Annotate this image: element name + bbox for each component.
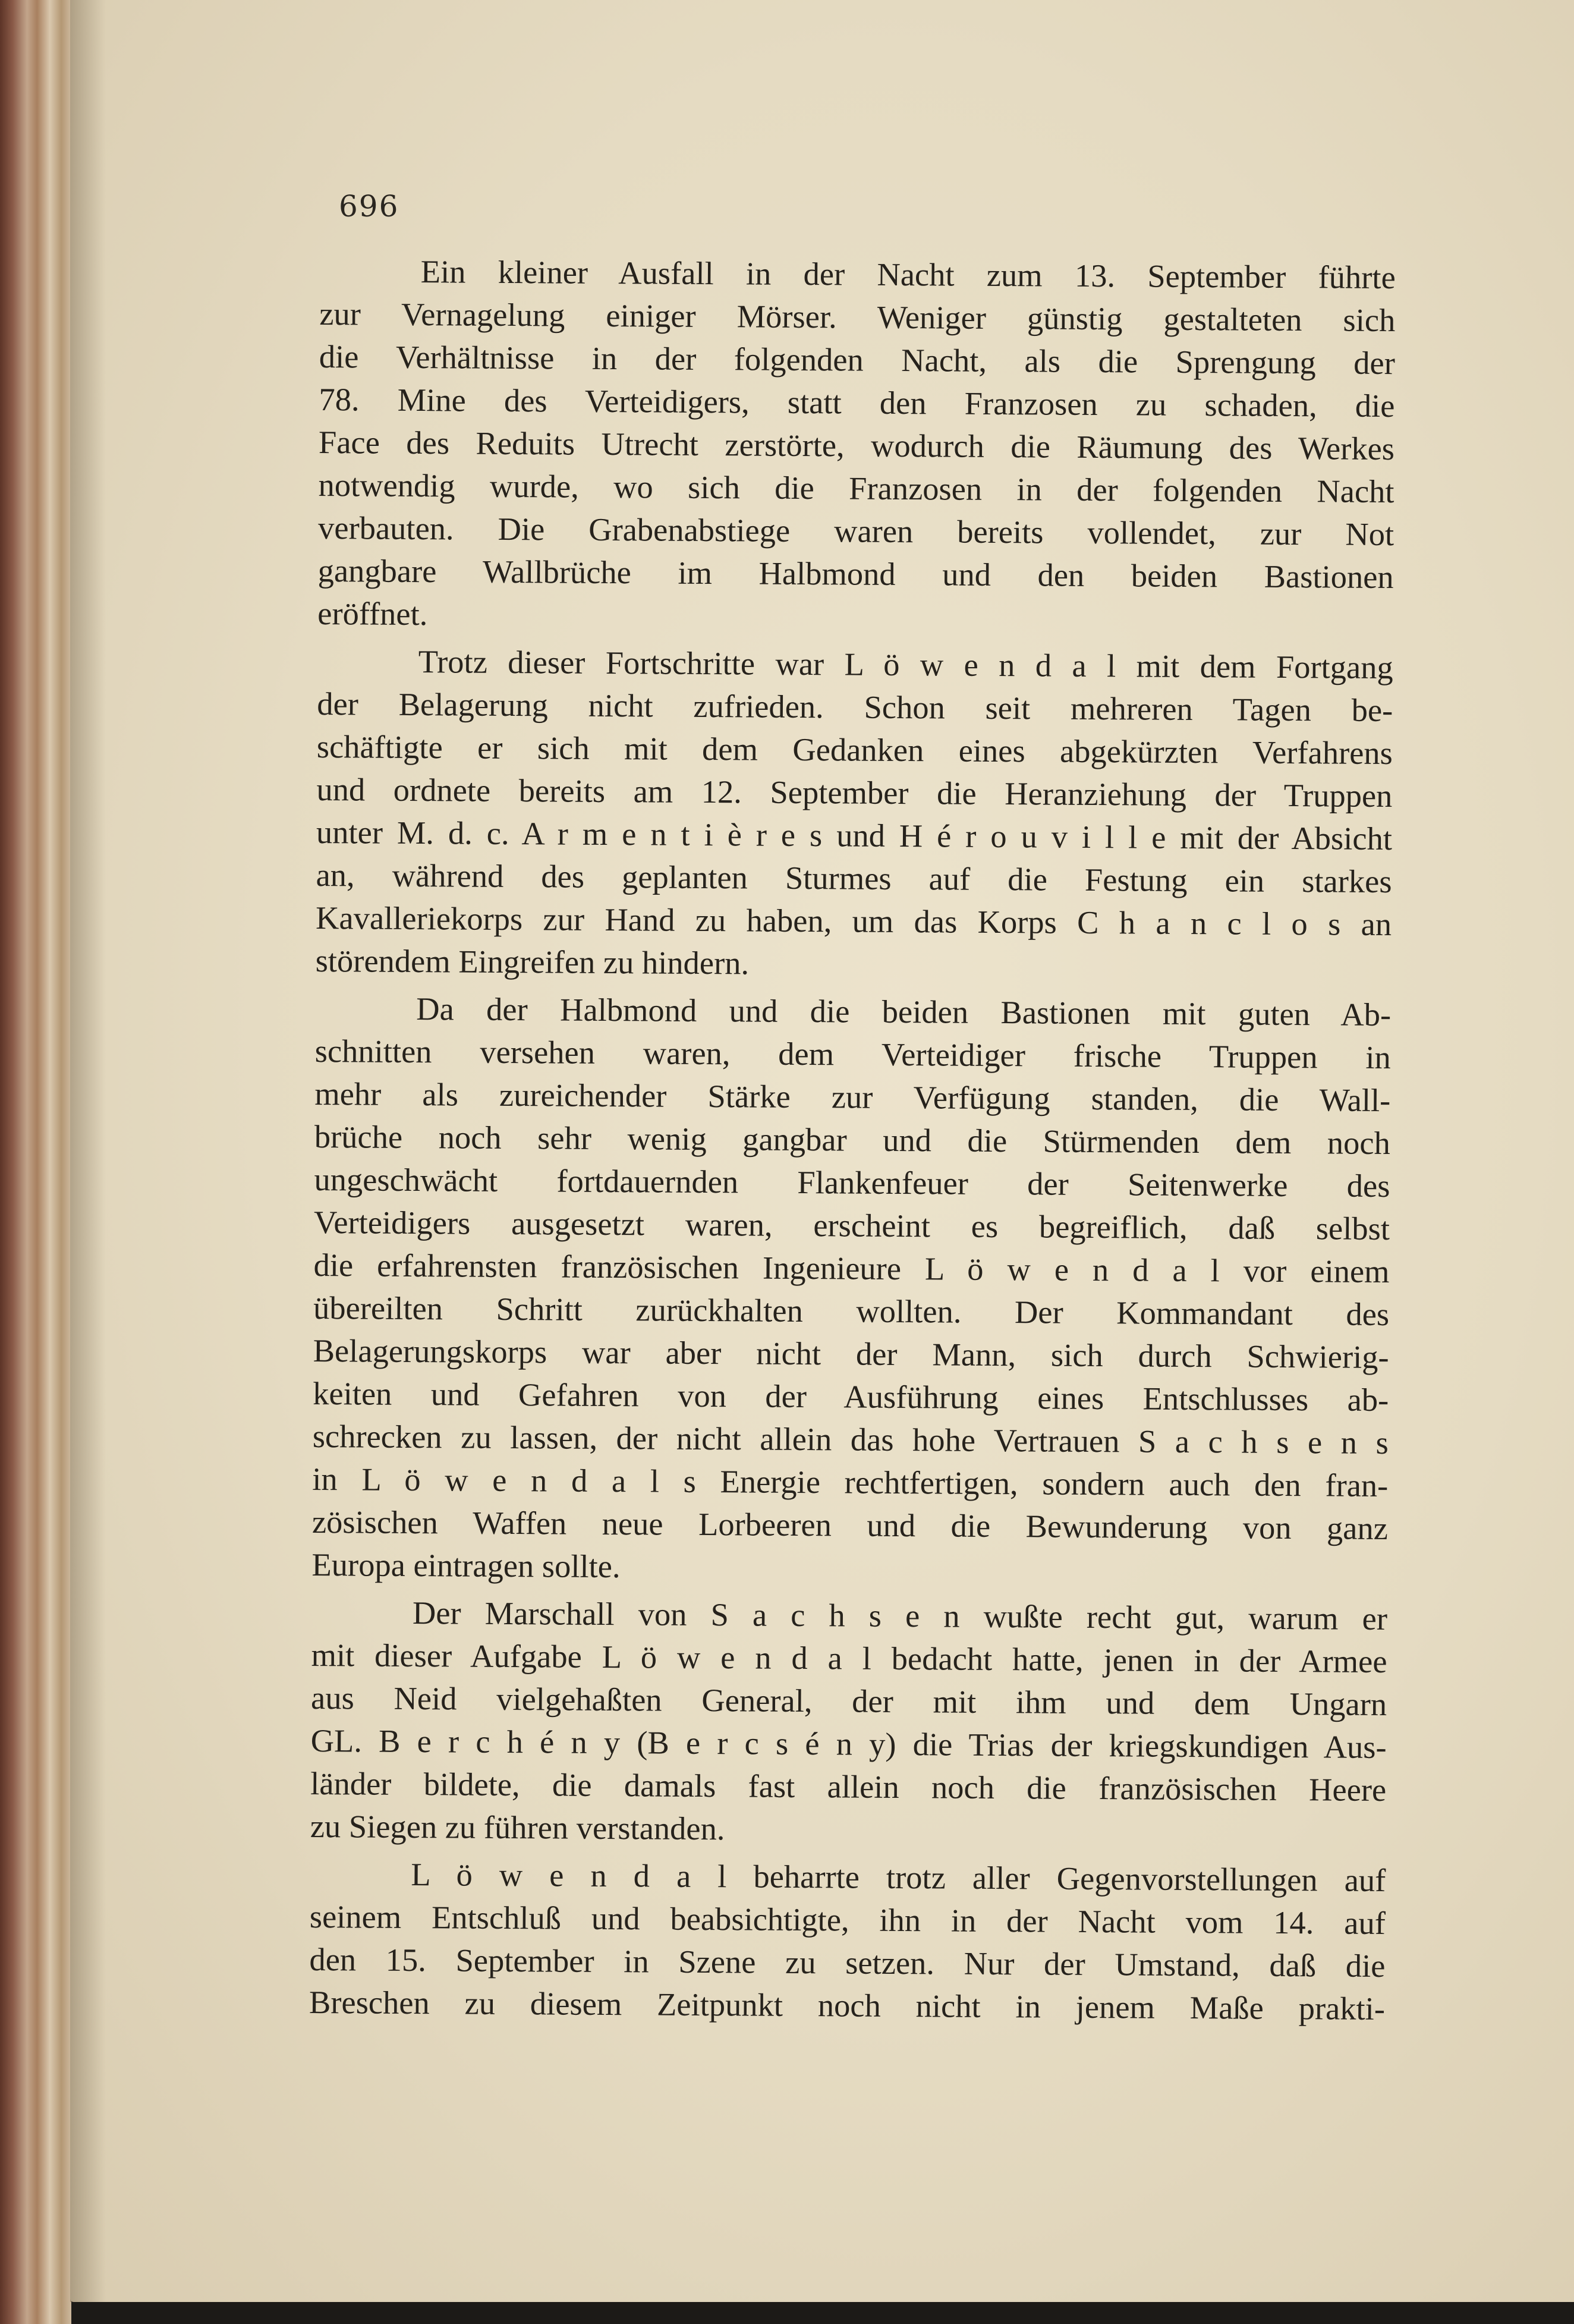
page-number: 696 bbox=[339, 189, 399, 224]
text-line: der Belagerung nicht zufrieden. Schon seit mehreren Tagen be- bbox=[317, 685, 1393, 729]
text-line: gangbare Wallbrüche im Halbmond und den beiden Bastionen bbox=[317, 552, 1394, 596]
text-line: eröffnet. bbox=[317, 595, 428, 633]
text-line: schäftigte er sich mit dem Gedanken eines abgekürzten Verfahrens bbox=[316, 728, 1393, 772]
body-text bbox=[309, 250, 1396, 2035]
paragraph-1 bbox=[317, 250, 1396, 641]
text-line: Breschen zu diesem Zeitpunkt noch nicht in jenem Maße prakti- bbox=[308, 1983, 1386, 2027]
text-line: die erfahrensten französischen Ingenieure L ö w e n d a l vor einem bbox=[313, 1246, 1390, 1290]
text-line: mit dieser Aufgabe L ö w e n d a l bedacht hatte, jenen in der Armee bbox=[311, 1636, 1387, 1680]
text-line: 78. Mine des Verteidigers, statt den Franzosen zu schaden, die bbox=[319, 380, 1395, 424]
text-line: Ein kleiner Ausfall in der Nacht zum 13. September führte bbox=[420, 253, 1396, 296]
text-line: ungeschwächt fortdauernden Flankenfeuer der Seitenwerke des bbox=[314, 1161, 1390, 1205]
text-line: in L ö w e n d a l s Energie rechtfertigen, sondern auch den fran- bbox=[312, 1460, 1389, 1504]
text-line: länder bildete, die damals fast allein noch die französischen Heere bbox=[310, 1765, 1387, 1809]
text-line: zur Vernagelung einiger Mörser. Weniger günstig gestalteten sich bbox=[319, 295, 1396, 339]
text-line: Face des Reduits Utrecht zerstörte, wodurch die Räumung des Werkes bbox=[318, 423, 1395, 467]
text-line: an, während des geplanten Sturmes auf die Festung ein starkes bbox=[316, 856, 1392, 900]
text-line: notwendig wurde, wo sich die Franzosen in der folgenden Nacht bbox=[318, 466, 1394, 510]
text-line: aus Neid vielgehaßten General, der mit ihm und dem Ungarn bbox=[310, 1679, 1387, 1723]
text-line: übereilten Schritt zurückhalten wollten. Der Kommandant des bbox=[313, 1289, 1390, 1333]
text-line: Kavalleriekorps zur Hand zu haben, um das Korps C h a n c l o s an bbox=[315, 899, 1392, 943]
text-line: Verteidigers ausgesetzt waren, erscheint es begreiflich, daß selbst bbox=[313, 1203, 1390, 1247]
text-line: GL. B e r c h é n y (B e r c s é n y) die Trias der kriegskundigen Aus- bbox=[310, 1722, 1387, 1766]
paragraph-4 bbox=[310, 1591, 1388, 1854]
page-gutter-shadow bbox=[70, 0, 106, 2302]
text-line: unter M. d. c. A r m e n t i è r e s und H é r o u v i l l e mit der Absicht bbox=[316, 813, 1393, 857]
text-line: Belagerungskorps war aber nicht der Mann, sich durch Schwierig- bbox=[313, 1332, 1389, 1376]
text-line: L ö w e n d a l beharrte trotz aller Gegenvorstellungen auf bbox=[411, 1856, 1386, 1899]
text-line: schrecken zu lassen, der nicht allein das hohe Vertrauen S a c h s e n s bbox=[312, 1417, 1389, 1461]
paragraph-2 bbox=[315, 640, 1393, 989]
text-line: störendem Eingreifen zu hindern. bbox=[315, 942, 750, 982]
book-page-edges bbox=[0, 0, 71, 2324]
text-line: seinem Entschluß und beabsichtigte, ihn in der Nacht vom 14. auf bbox=[309, 1898, 1386, 1942]
text-line: Der Marschall von S a c h s e n wußte recht gut, warum er bbox=[412, 1594, 1388, 1637]
text-line: Europa eintragen sollte. bbox=[311, 1546, 621, 1585]
text-line: keiten und Gefahren von der Ausführung eines Entschlusses ab- bbox=[313, 1375, 1389, 1419]
text-line: Trotz dieser Fortschritte war L ö w e n d a l mit dem Fortgang bbox=[418, 643, 1393, 686]
text-line: den 15. September in Szene zu setzen. Nur der Umstand, daß die bbox=[309, 1941, 1386, 1985]
text-line: brüche noch sehr wenig gangbar und die Stürmenden dem noch bbox=[314, 1118, 1391, 1162]
text-line: mehr als zureichender Stärke zur Verfügung standen, die Wall- bbox=[314, 1075, 1391, 1119]
text-line: und ordnete bereits am 12. September die Heranziehung der Truppen bbox=[316, 771, 1393, 814]
text-line: verbauten. Die Grabenabstiege waren bereits vollendet, zur Not bbox=[317, 509, 1394, 553]
paragraph-5 bbox=[309, 1853, 1386, 2030]
paragraph-3 bbox=[311, 987, 1391, 1593]
text-line: zösischen Waffen neue Lorbeeren und die Bewunderung von ganz bbox=[311, 1503, 1389, 1547]
text-line: schnitten versehen waren, dem Verteidiger frische Truppen in bbox=[314, 1032, 1391, 1076]
text-line: Da der Halbmond und die beiden Bastionen mit guten Ab- bbox=[416, 990, 1392, 1033]
text-line: zu Siegen zu führen verstanden. bbox=[310, 1807, 725, 1847]
text-line: die Verhältnisse in der folgenden Nacht, als die Sprengung der bbox=[319, 338, 1396, 382]
